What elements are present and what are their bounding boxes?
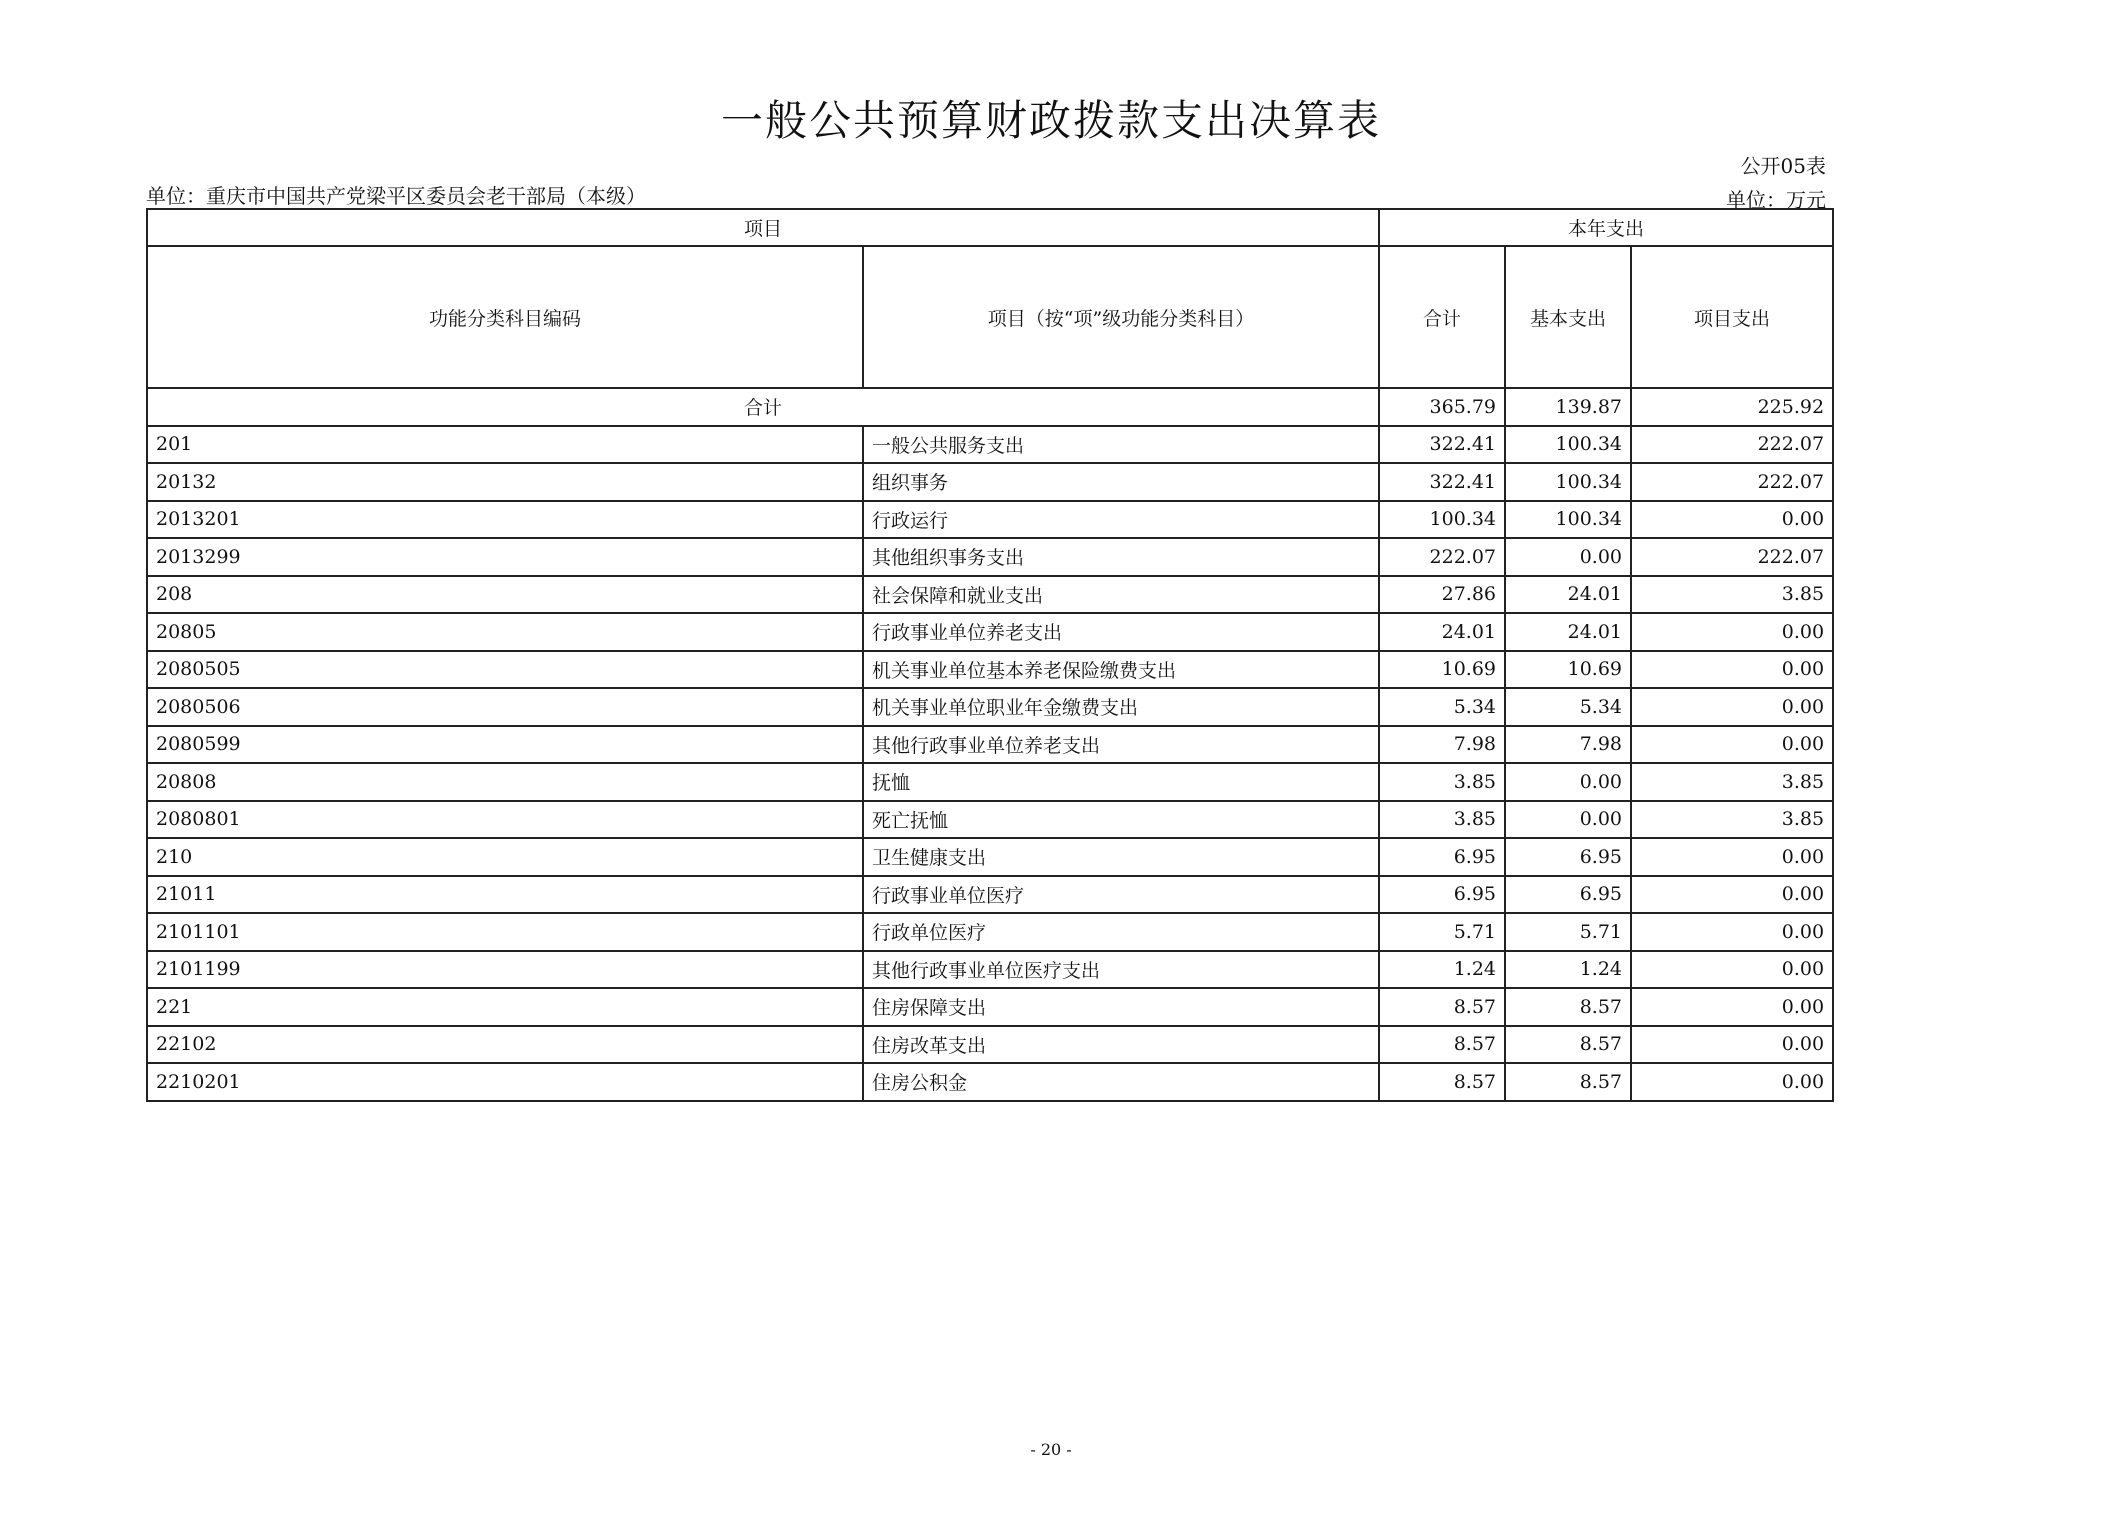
- row-project: 0.00: [1631, 838, 1833, 876]
- row-basic: 0.00: [1505, 538, 1631, 576]
- row-name: 机关事业单位基本养老保险缴费支出: [863, 651, 1379, 689]
- total-basic: 139.87: [1505, 388, 1631, 426]
- table-row: [147, 613, 1833, 651]
- row-name: 死亡抚恤: [863, 801, 1379, 839]
- row-name: 行政事业单位养老支出: [863, 613, 1379, 651]
- row-total: 5.71: [1379, 913, 1505, 951]
- row-code: 20808: [147, 763, 863, 801]
- row-basic: 100.34: [1505, 426, 1631, 464]
- currency-unit: 单位：万元: [1726, 188, 1826, 212]
- form-number: 公开05表: [1740, 154, 1826, 178]
- row-project: 222.07: [1631, 538, 1833, 576]
- table-row: [147, 426, 1833, 464]
- total-project: 225.92: [1631, 388, 1833, 426]
- row-basic: 24.01: [1505, 576, 1631, 614]
- row-project: 3.85: [1631, 801, 1833, 839]
- row-project: 0.00: [1631, 913, 1833, 951]
- row-name: 一般公共服务支出: [863, 426, 1379, 464]
- header-project-expenditure: 项目支出: [1631, 246, 1833, 388]
- row-code: 2080599: [147, 726, 863, 764]
- table-row: [147, 538, 1833, 576]
- table-row: [147, 688, 1833, 726]
- row-project: 0.00: [1631, 988, 1833, 1026]
- header-total: 合计: [1379, 246, 1505, 388]
- table-row: [147, 651, 1833, 689]
- row-name: 其他组织事务支出: [863, 538, 1379, 576]
- page-title: 一般公共预算财政拨款支出决算表: [720, 96, 1381, 145]
- row-total: 3.85: [1379, 801, 1505, 839]
- expenditure-table: [146, 208, 1834, 1102]
- table-row: [147, 1026, 1833, 1064]
- row-name: 行政单位医疗: [863, 913, 1379, 951]
- row-basic: 7.98: [1505, 726, 1631, 764]
- row-basic: 8.57: [1505, 1063, 1631, 1101]
- total-label: 合计: [147, 388, 1379, 426]
- row-project: 0.00: [1631, 876, 1833, 914]
- row-name: 住房公积金: [863, 1063, 1379, 1101]
- header-basic: 基本支出: [1505, 246, 1631, 388]
- row-total: 5.34: [1379, 688, 1505, 726]
- row-code: 2080505: [147, 651, 863, 689]
- header-name: 项目（按“项”级功能分类科目）: [863, 246, 1379, 388]
- row-project: 0.00: [1631, 1026, 1833, 1064]
- table-row: [147, 463, 1833, 501]
- row-total: 8.57: [1379, 988, 1505, 1026]
- row-project: 0.00: [1631, 501, 1833, 539]
- row-basic: 24.01: [1505, 613, 1631, 651]
- row-project: 0.00: [1631, 951, 1833, 989]
- header-project: 项目: [147, 209, 1379, 246]
- table-row: [147, 801, 1833, 839]
- row-total: 7.98: [1379, 726, 1505, 764]
- row-total: 322.41: [1379, 426, 1505, 464]
- row-project: 0.00: [1631, 726, 1833, 764]
- row-name: 住房改革支出: [863, 1026, 1379, 1064]
- row-basic: 8.57: [1505, 1026, 1631, 1064]
- row-basic: 0.00: [1505, 801, 1631, 839]
- table-row: [147, 913, 1833, 951]
- row-name: 行政运行: [863, 501, 1379, 539]
- row-total: 8.57: [1379, 1063, 1505, 1101]
- row-total: 222.07: [1379, 538, 1505, 576]
- row-basic: 1.24: [1505, 951, 1631, 989]
- row-project: 3.85: [1631, 763, 1833, 801]
- page-number: - 20 -: [1030, 1440, 1072, 1459]
- total-row: [147, 388, 1833, 426]
- row-code: 2080801: [147, 801, 863, 839]
- row-basic: 100.34: [1505, 501, 1631, 539]
- row-name: 其他行政事业单位养老支出: [863, 726, 1379, 764]
- row-total: 1.24: [1379, 951, 1505, 989]
- row-basic: 0.00: [1505, 763, 1631, 801]
- row-code: 2210201: [147, 1063, 863, 1101]
- row-name: 行政事业单位医疗: [863, 876, 1379, 914]
- row-code: 2080506: [147, 688, 863, 726]
- row-project: 3.85: [1631, 576, 1833, 614]
- row-basic: 100.34: [1505, 463, 1631, 501]
- row-total: 10.69: [1379, 651, 1505, 689]
- row-project: 0.00: [1631, 651, 1833, 689]
- total-total: 365.79: [1379, 388, 1505, 426]
- row-project: 222.07: [1631, 426, 1833, 464]
- row-project: 0.00: [1631, 688, 1833, 726]
- row-basic: 6.95: [1505, 838, 1631, 876]
- row-project: 0.00: [1631, 1063, 1833, 1101]
- row-basic: 6.95: [1505, 876, 1631, 914]
- table-row: [147, 763, 1833, 801]
- table-row: [147, 951, 1833, 989]
- row-name: 组织事务: [863, 463, 1379, 501]
- row-name: 抚恤: [863, 763, 1379, 801]
- row-name: 卫生健康支出: [863, 838, 1379, 876]
- row-code: 20132: [147, 463, 863, 501]
- row-code: 2101101: [147, 913, 863, 951]
- row-code: 208: [147, 576, 863, 614]
- row-code: 201: [147, 426, 863, 464]
- row-total: 27.86: [1379, 576, 1505, 614]
- table-row: [147, 501, 1833, 539]
- row-name: 社会保障和就业支出: [863, 576, 1379, 614]
- row-basic: 5.71: [1505, 913, 1631, 951]
- header-current-year: 本年支出: [1379, 209, 1833, 246]
- table-row: [147, 1063, 1833, 1101]
- row-code: 22102: [147, 1026, 863, 1064]
- row-basic: 10.69: [1505, 651, 1631, 689]
- row-code: 20805: [147, 613, 863, 651]
- row-project: 0.00: [1631, 613, 1833, 651]
- row-name: 住房保障支出: [863, 988, 1379, 1026]
- row-code: 210: [147, 838, 863, 876]
- table-row: [147, 726, 1833, 764]
- table-row: [147, 876, 1833, 914]
- row-basic: 5.34: [1505, 688, 1631, 726]
- row-total: 100.34: [1379, 501, 1505, 539]
- row-total: 6.95: [1379, 876, 1505, 914]
- row-project: 222.07: [1631, 463, 1833, 501]
- reporting-unit: 单位：重庆市中国共产党梁平区委员会老干部局（本级）: [146, 184, 646, 208]
- row-name: 其他行政事业单位医疗支出: [863, 951, 1379, 989]
- row-total: 3.85: [1379, 763, 1505, 801]
- row-code: 2013201: [147, 501, 863, 539]
- header-code: 功能分类科目编码: [147, 246, 863, 388]
- table-row: [147, 576, 1833, 614]
- row-total: 322.41: [1379, 463, 1505, 501]
- row-code: 221: [147, 988, 863, 1026]
- row-total: 24.01: [1379, 613, 1505, 651]
- row-total: 8.57: [1379, 1026, 1505, 1064]
- table-row: [147, 988, 1833, 1026]
- row-total: 6.95: [1379, 838, 1505, 876]
- row-basic: 8.57: [1505, 988, 1631, 1026]
- table-row: [147, 838, 1833, 876]
- row-name: 机关事业单位职业年金缴费支出: [863, 688, 1379, 726]
- row-code: 2013299: [147, 538, 863, 576]
- row-code: 21011: [147, 876, 863, 914]
- row-code: 2101199: [147, 951, 863, 989]
